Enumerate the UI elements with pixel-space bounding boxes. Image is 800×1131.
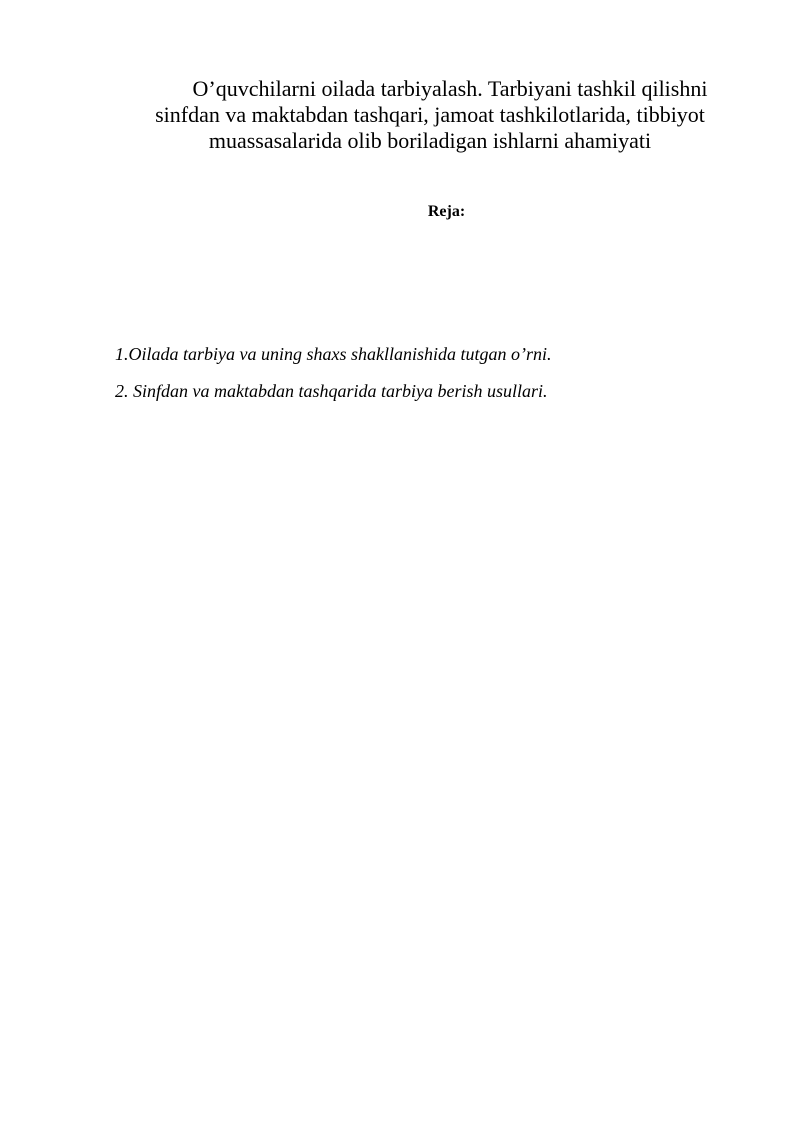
plan-item: 2. Sinfdan va maktabdan tashqarida tarbiya berish usullari. bbox=[115, 381, 548, 401]
title-line: muassasalarida olib boriladigan ishlarni ahamiyati bbox=[208, 128, 652, 153]
plan-heading: Reja: bbox=[427, 203, 466, 220]
plan-list bbox=[115, 342, 755, 416]
title-line: sinfdan va maktabdan tashqari, jamoat tashkilotlarida, tibbiyot bbox=[155, 102, 705, 127]
document-title bbox=[110, 76, 750, 154]
title-line: O’quvchilarni oilada tarbiyalash. Tarbiyani tashkil qilishni bbox=[192, 76, 708, 101]
plan-item: 1.Oilada tarbiya va uning shaxs shakllanishida tutgan o’rni. bbox=[115, 344, 552, 364]
